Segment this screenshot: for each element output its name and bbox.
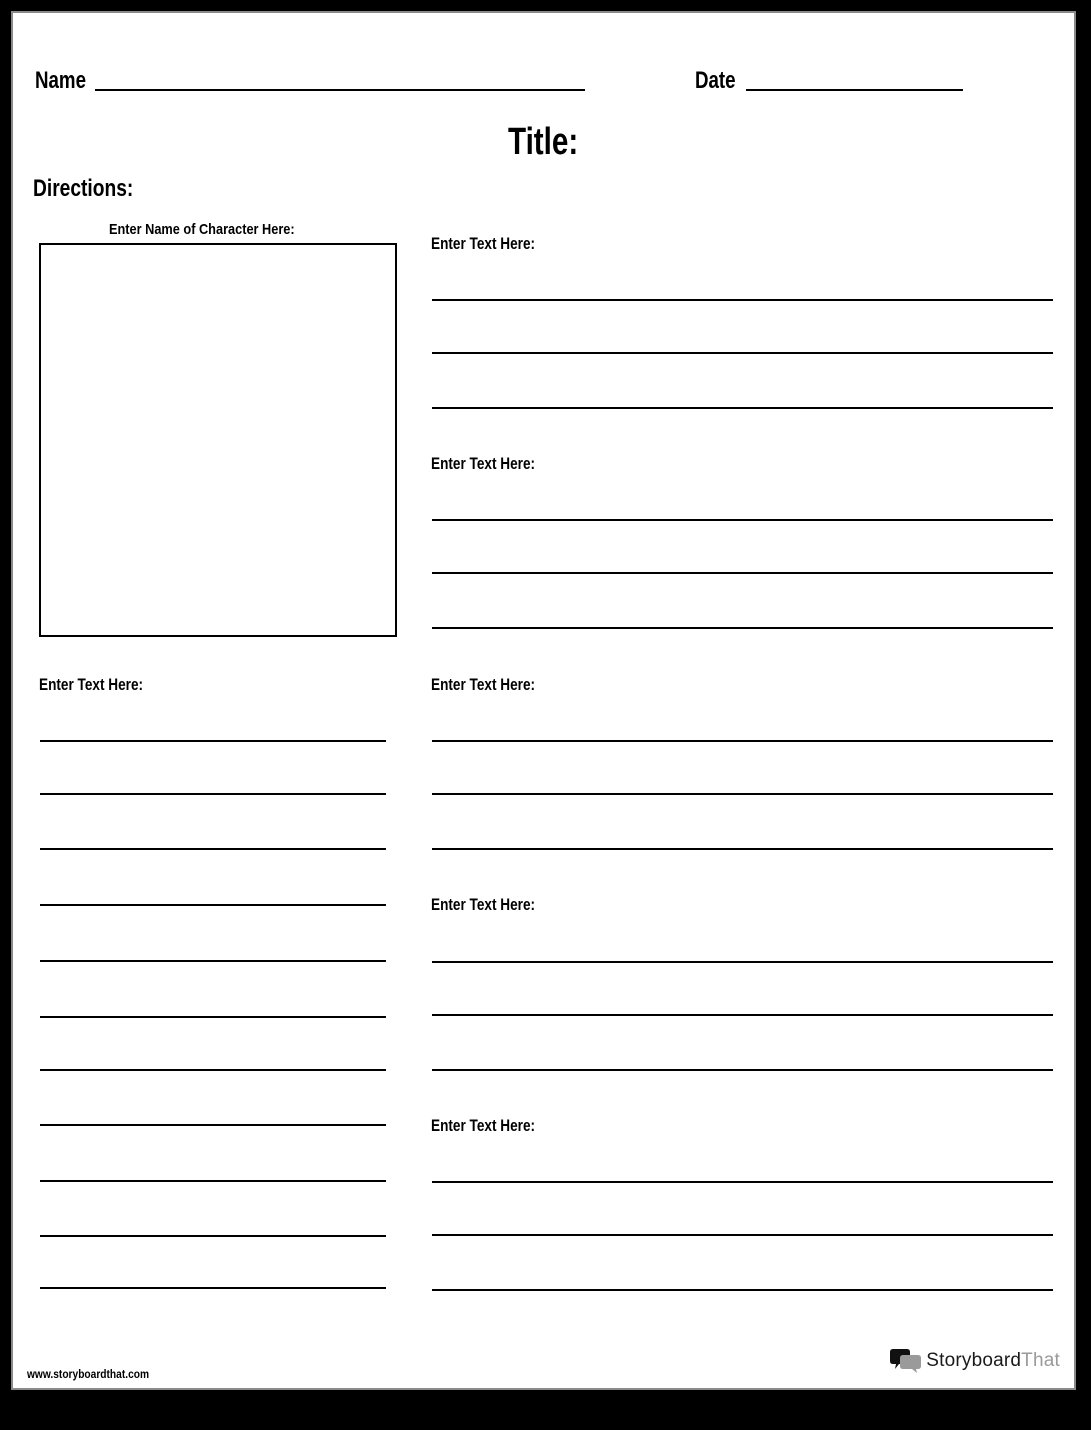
writing-line[interactable]	[40, 904, 386, 906]
character-name-field	[109, 221, 327, 239]
writing-line[interactable]	[432, 793, 1053, 795]
logo-text-storyboard: Storyboard	[926, 1350, 1022, 1371]
text-section-right-3	[431, 675, 561, 695]
date-label: Date	[695, 67, 736, 94]
directions-field	[33, 175, 158, 203]
footer-url-text: www.storyboardthat.com	[27, 1367, 150, 1381]
writing-line[interactable]	[40, 848, 386, 850]
text-section-left-1	[39, 675, 169, 695]
footer-url	[27, 1365, 171, 1383]
writing-line[interactable]	[40, 740, 386, 742]
speech-bubbles-icon	[890, 1348, 922, 1374]
logo-text-that: That	[1021, 1350, 1060, 1371]
text-section-right-2	[431, 454, 561, 474]
text-section-right-1	[431, 234, 561, 254]
date-field	[695, 67, 747, 95]
writing-line[interactable]	[432, 1181, 1053, 1183]
writing-line[interactable]	[40, 1016, 386, 1018]
writing-line[interactable]	[40, 1287, 386, 1289]
text-section-right-4	[431, 895, 561, 915]
writing-line[interactable]	[40, 1124, 386, 1126]
text-section-right-5	[431, 1116, 561, 1136]
writing-line[interactable]	[432, 519, 1053, 521]
directions-label: Directions:	[33, 175, 134, 202]
writing-line[interactable]	[432, 1014, 1053, 1016]
writing-line[interactable]	[432, 627, 1053, 629]
name-label: Name	[35, 67, 86, 94]
section-label: Enter Text Here:	[431, 454, 536, 473]
writing-line[interactable]	[432, 572, 1053, 574]
title-label: Title:	[508, 121, 579, 163]
writing-line[interactable]	[40, 960, 386, 962]
writing-line[interactable]	[432, 1234, 1053, 1236]
section-label: Enter Text Here:	[431, 1116, 536, 1135]
section-label: Enter Text Here:	[431, 234, 536, 253]
writing-line[interactable]	[40, 1235, 386, 1237]
writing-line[interactable]	[432, 740, 1053, 742]
name-input-line[interactable]	[95, 89, 585, 91]
worksheet-page	[11, 11, 1076, 1390]
writing-line[interactable]	[432, 848, 1053, 850]
date-input-line[interactable]	[746, 89, 963, 91]
writing-line[interactable]	[432, 299, 1053, 301]
writing-line[interactable]	[432, 1069, 1053, 1071]
storyboardthat-logo	[890, 1348, 1060, 1374]
title-field	[508, 121, 598, 164]
writing-line[interactable]	[40, 1180, 386, 1182]
writing-line[interactable]	[432, 961, 1053, 963]
name-field	[35, 67, 100, 95]
writing-line[interactable]	[40, 793, 386, 795]
writing-line[interactable]	[432, 1289, 1053, 1291]
section-label: Enter Text Here:	[431, 675, 536, 694]
section-label: Enter Text Here:	[39, 675, 144, 694]
writing-line[interactable]	[432, 352, 1053, 354]
writing-line[interactable]	[40, 1069, 386, 1071]
section-label: Enter Text Here:	[431, 895, 536, 914]
character-image-box[interactable]	[39, 243, 397, 637]
writing-line[interactable]	[432, 407, 1053, 409]
character-name-label: Enter Name of Character Here:	[109, 221, 295, 238]
